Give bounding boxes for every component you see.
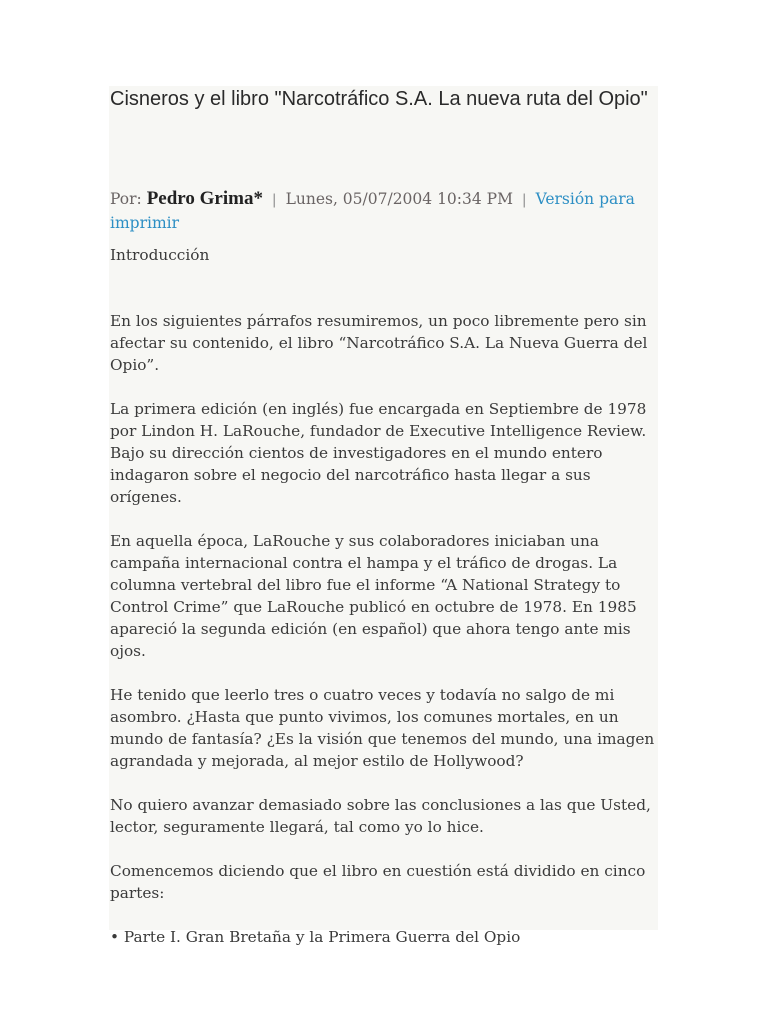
list-item: • Parte I. Gran Bretaña y la Primera Guerra del Opio — [110, 928, 521, 946]
paragraph: En los siguientes párrafos resumiremos, un poco libremente pero sin afectar su contenido, el libro “Narcotráfico S.A. La Nueva Guerra del Opio”. — [110, 312, 648, 374]
paragraph: He tenido que leerlo tres o cuatro veces y todavía no salgo de mi asombro. ¿Hasta que punto vivimos, los comunes mortales, en un mundo de fantasía? ¿Es la visión que tenemos del mundo, una imagen agrandada y mejorada, al mejor estilo de Hollywood? — [110, 686, 655, 770]
author-name: Pedro Grima* — [146, 188, 263, 209]
article-title: Cisneros y el libro "Narcotráfico S.A. La nueva ruta del Opio" — [110, 88, 648, 110]
article-panel — [109, 86, 658, 946]
article-body — [110, 244, 655, 970]
paragraph: La primera edición (en inglés) fue encargada en Septiembre de 1978 por Lindon H. LaRouche, fundador de Executive Intelligence Review. Bajo su dirección cientos de investigadores en el mundo entero indagaron sobre el negocio del narcotráfico hasta llegar a sus orígenes. — [110, 400, 647, 506]
print-version-link[interactable]: Versión para imprimir — [110, 190, 635, 232]
paragraph: Comencemos diciendo que el libro en cuestión está dividido en cinco partes: — [110, 862, 646, 902]
byline-separator-2: | — [521, 192, 527, 208]
publish-date: Lunes, 05/07/2004 10:34 PM — [285, 190, 513, 208]
byline — [110, 187, 655, 235]
intro-heading: Introducción — [110, 246, 210, 264]
paragraph: En aquella época, LaRouche y sus colaboradores iniciaban una campaña internacional contra el hampa y el tráfico de drogas. La columna vertebral del libro fue el informe “A National Strategy to Control Crime” que LaRouche publicó en octubre de 1978. En 1985 apareció la segunda edición (en español) que ahora tengo ante mis ojos. — [110, 532, 637, 660]
paragraph: No quiero avanzar demasiado sobre las conclusiones a las que Usted, lector, seguramente llegará, tal como yo lo hice. — [110, 796, 651, 836]
byline-prefix: Por: — [110, 190, 142, 208]
byline-separator-1: | — [271, 192, 277, 208]
